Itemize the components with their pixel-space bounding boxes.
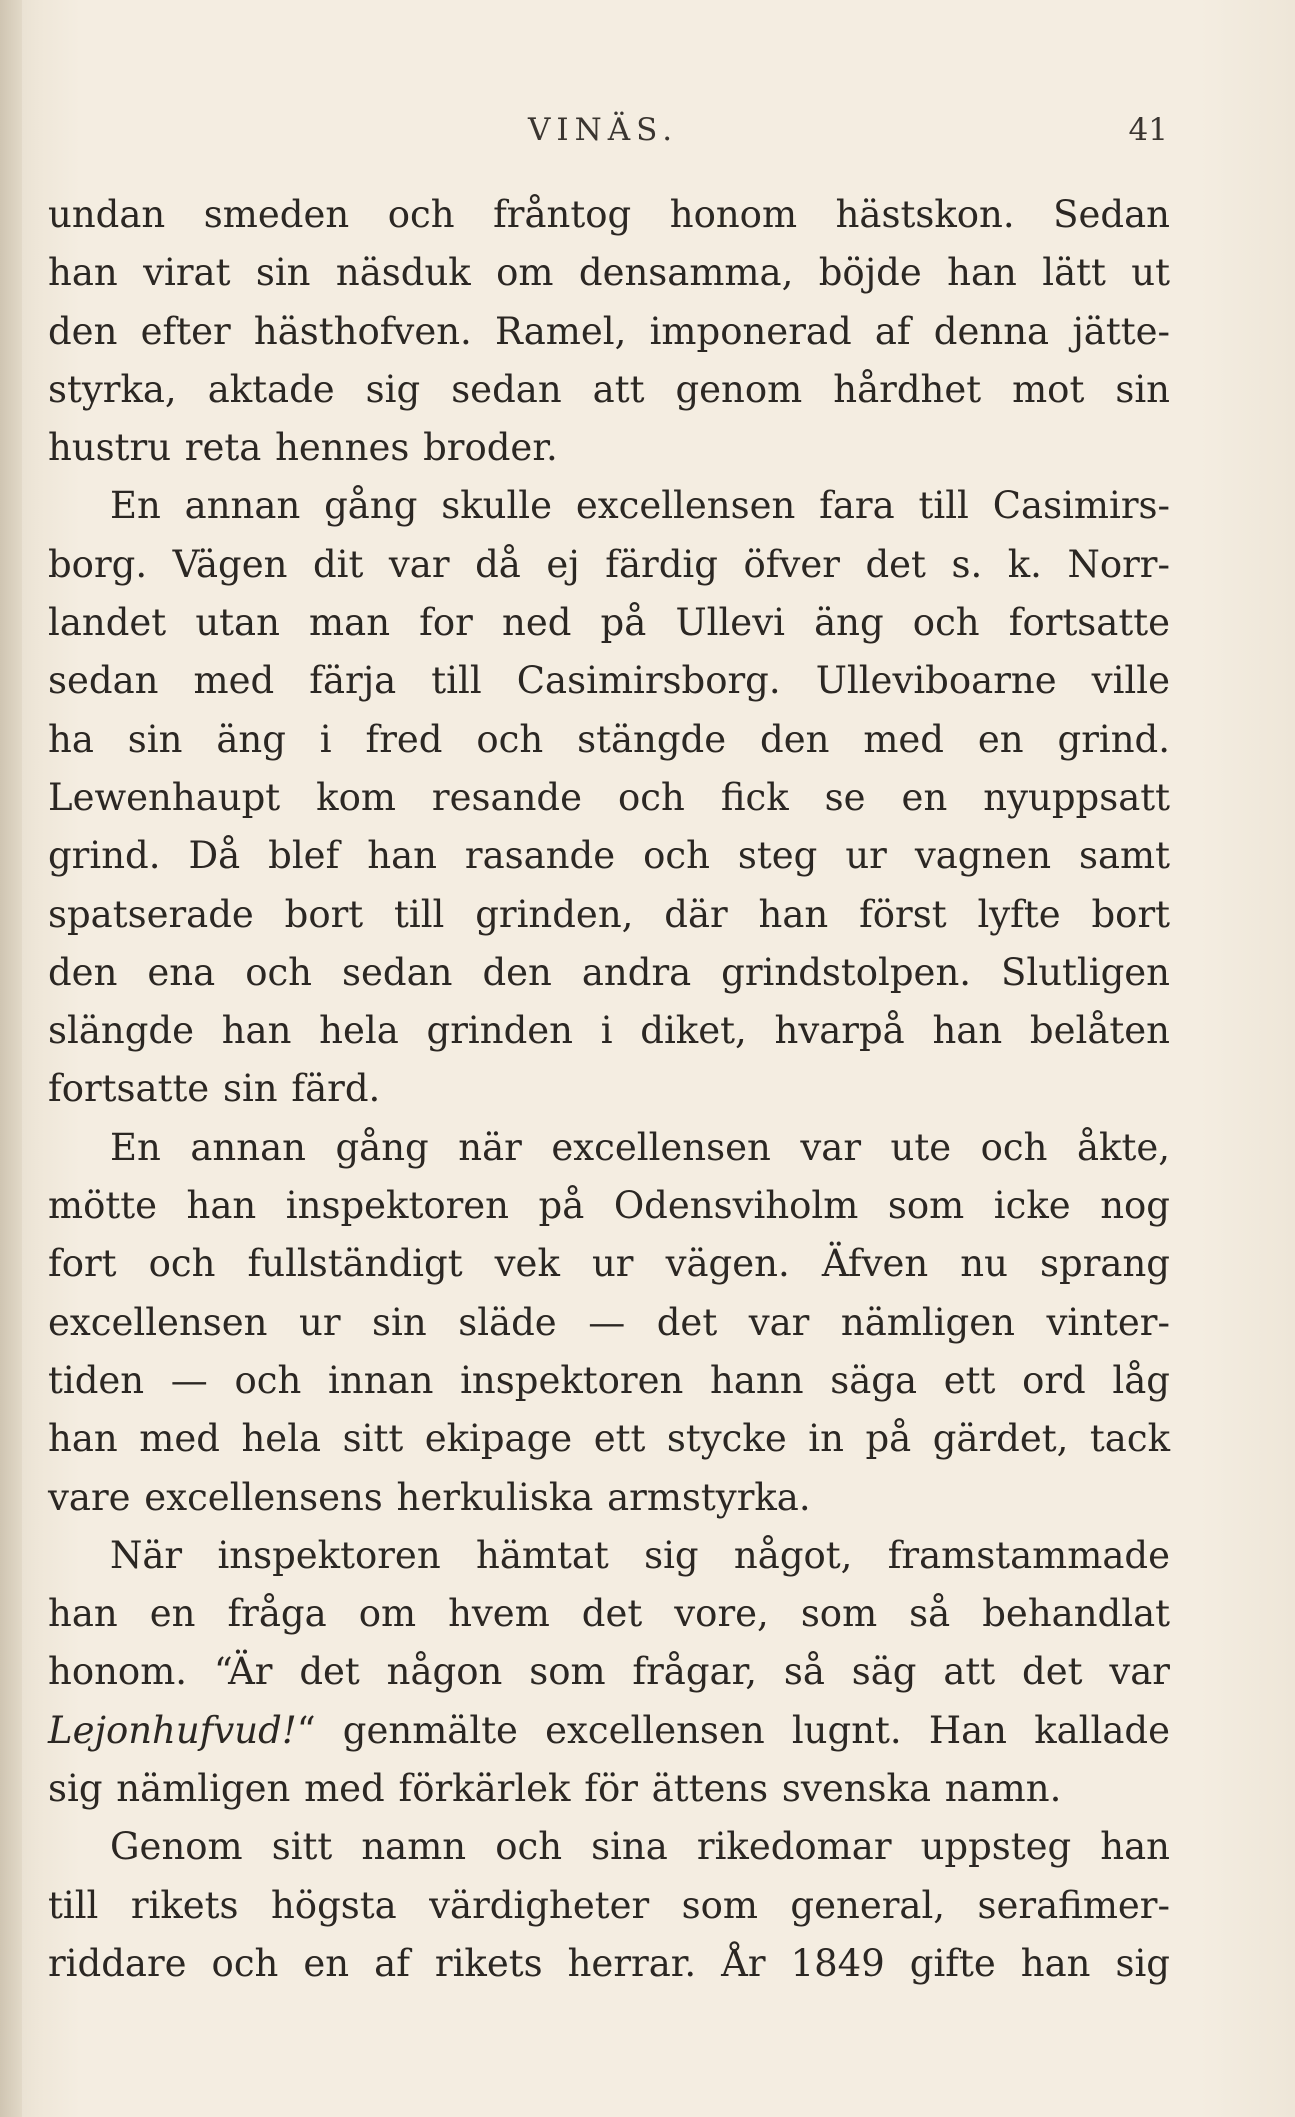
text-line: excellensen ur sin släde — det var nämligen vinter-	[48, 1300, 1170, 1344]
body-text	[48, 186, 1170, 1993]
text-line: landet utan man for ned på Ullevi äng och fortsatte	[48, 601, 1170, 645]
text-line: Genom sitt namn och sina rikedomar uppsteg han	[110, 1825, 1170, 1869]
text-line: vare excellensens herkuliska armstyrka.	[48, 1475, 811, 1519]
text-line: fortsatte sin färd.	[48, 1067, 381, 1111]
text-line: till rikets högsta värdigheter som general, serafimer-	[48, 1883, 1170, 1927]
text-line: den ena och sedan den andra grindstolpen. Slutligen	[48, 950, 1170, 994]
text-line: När inspektoren hämtat sig något, framstammade	[110, 1533, 1170, 1577]
text-line: undan smeden och fråntog honom hästskon. Sedan	[48, 193, 1170, 236]
page-gutter	[0, 0, 22, 2117]
text-line: borg. Vägen dit var då ej färdig öfver det s. k. Norr-	[48, 542, 1170, 586]
text-line: tiden — och innan inspektoren hann säga ett ord låg	[48, 1358, 1170, 1402]
text-line: han en fråga om hvem det vore, som så behandlat	[48, 1592, 1170, 1636]
text-line: sig nämligen med förkärlek för ättens svenska namn.	[48, 1767, 1062, 1811]
page-header	[48, 112, 1168, 162]
text-line: han med hela sitt ekipage ett stycke in på gärdet, tack	[48, 1417, 1170, 1461]
text-line: hustru reta hennes broder.	[48, 426, 558, 470]
text-line: En annan gång när excellensen var ute och åkte,	[110, 1125, 1170, 1169]
text-line: honom. “Är det någon som frågar, så säg att det var	[48, 1650, 1170, 1694]
text-line	[48, 1702, 1170, 1760]
text-line: ha sin äng i fred och stängde den med en grind.	[48, 717, 1170, 761]
text-line: slängde han hela grinden i diket, hvarpå han belåten	[48, 1009, 1170, 1053]
text-line: spatserade bort till grinden, där han först lyfte bort	[48, 892, 1170, 936]
italic-name: Lejonhufvud!	[48, 1708, 297, 1752]
text-line: mötte han inspektoren på Odensviholm som icke nog	[48, 1184, 1170, 1228]
text-line: han virat sin näsduk om densamma, böjde han lätt ut	[48, 251, 1170, 295]
text-line: Lewenhaupt kom resande och fick se en nyuppsatt	[48, 775, 1170, 819]
text-line: fort och fullständigt vek ur vägen. Äfven nu sprang	[48, 1242, 1170, 1286]
text-line: styrka, aktade sig sedan att genom hårdhet mot sin	[48, 367, 1170, 411]
text-line: En annan gång skulle excellensen fara till Casimirs-	[110, 484, 1170, 528]
line-remainder: “ genmälte excellensen lugnt. Han kallade	[296, 1708, 1170, 1752]
text-line: grind. Då blef han rasande och steg ur vagnen samt	[48, 834, 1170, 878]
text-line: den efter hästhofven. Ramel, imponerad af denna jätte-	[48, 309, 1170, 353]
page-number: 41	[1128, 112, 1168, 148]
text-line: riddare och en af rikets herrar. År 1849 gifte han sig	[48, 1941, 1170, 1985]
text-line: sedan med färja till Casimirsborg. Ulleviboarne ville	[48, 659, 1170, 703]
running-head: VINÄS.	[528, 112, 679, 148]
